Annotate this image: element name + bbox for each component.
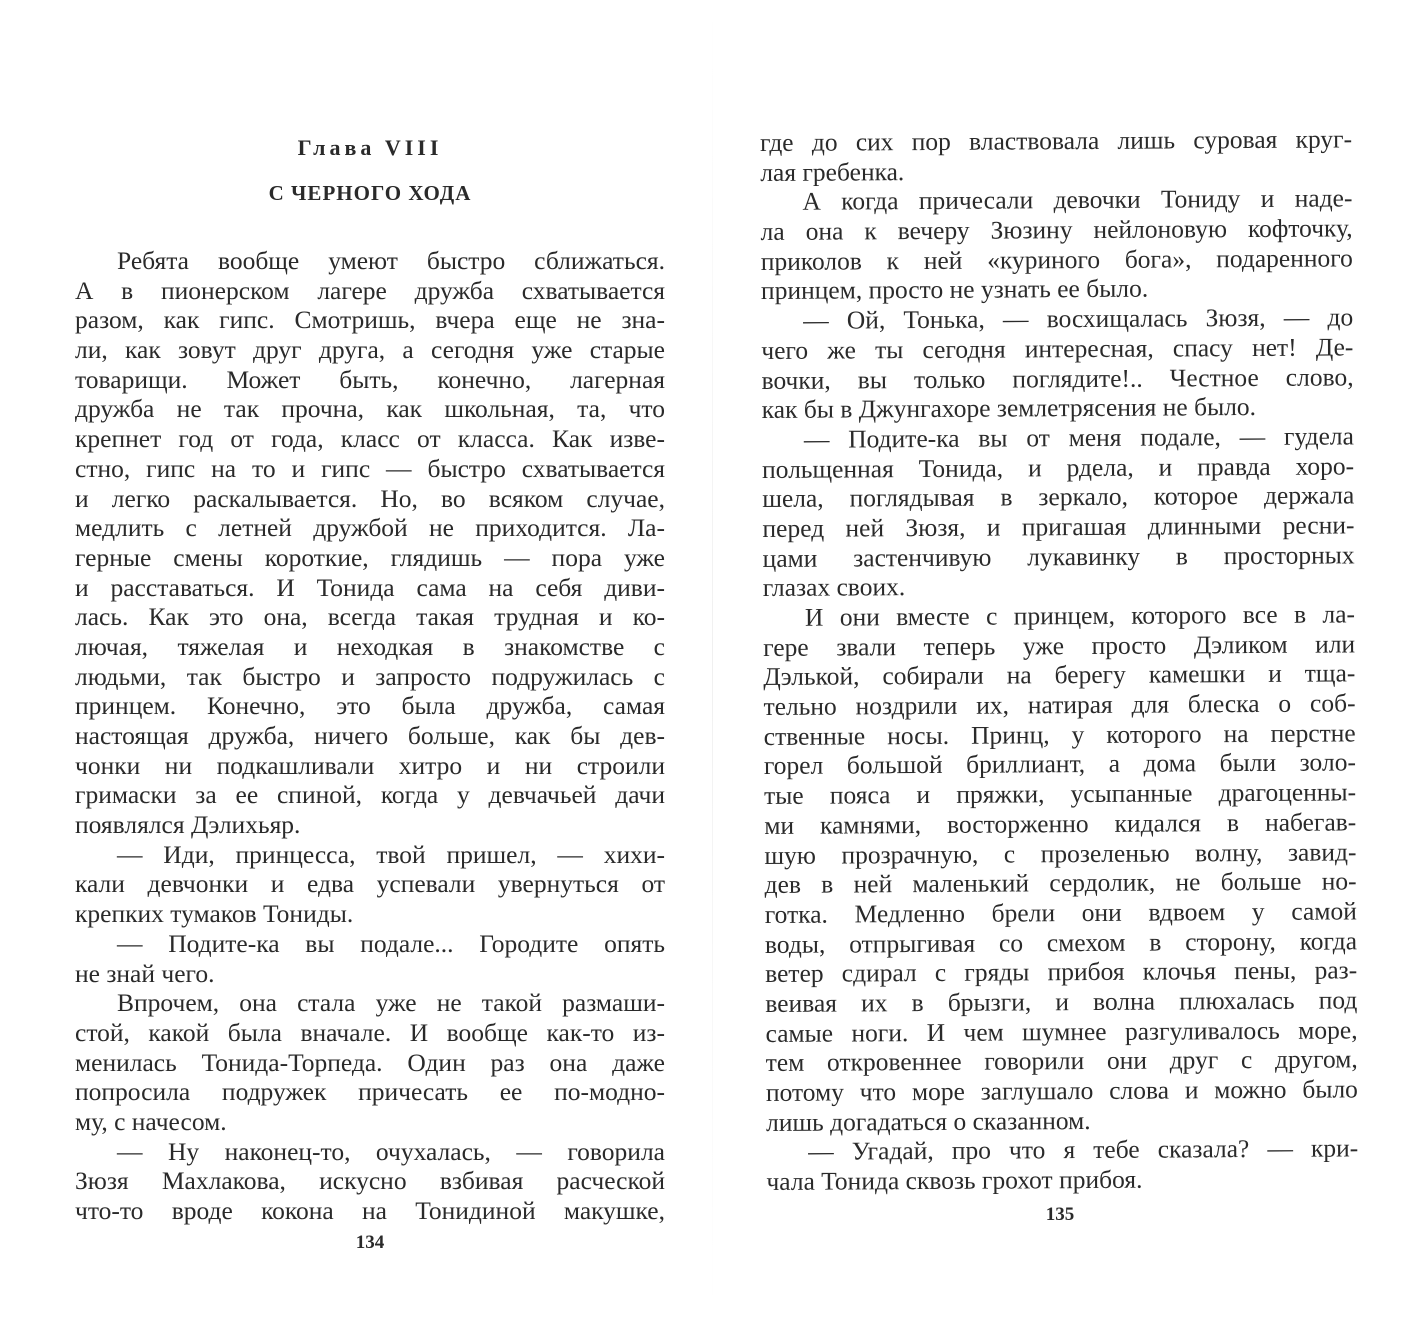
chapter-label: Глава VIII [297, 135, 443, 160]
text-line: лишь догадаться о сказанном. [765, 1105, 1091, 1137]
text-line: и легко раскалывается. Но, во всяком случае, [75, 483, 665, 513]
text-line: А когда причесали девочки Тониду и наде- [802, 183, 1353, 217]
text-line: крепнет год от года, класс от класса. Как изве- [75, 424, 665, 454]
text-line: горел большой бриллиант, а дома были золо- [763, 747, 1356, 781]
text-line: шела, поглядывая в зеркало, которое держала [762, 480, 1355, 514]
left-page [75, 128, 665, 1226]
text-line: кали девчонки и едва успевали увернуться от [75, 869, 665, 899]
text-line: — Ну наконец-то, очухалась, — говорила [117, 1136, 665, 1166]
text-line: где до сих пор властвовала лишь суровая круг- [760, 124, 1353, 157]
text-line: чего же ты сегодня интересная, спасу нет! Де- [761, 332, 1354, 365]
text-line: попросила подружек причесать ее по-модно- [75, 1077, 665, 1107]
text-line: чала Тонида сквозь грохот прибоя. [766, 1164, 1143, 1197]
text-line: тельно ноздрили их, натирая для блеска о соб- [763, 688, 1356, 722]
text-line: Дэлькой, собирали на берегу камешки и тща- [763, 658, 1356, 692]
text-line: стно, гипс на то и гипс — быстро схватывается [75, 453, 665, 483]
text-line: настоящая дружба, ничего больше, как бы дев- [75, 721, 665, 750]
text-line: гере звали теперь уже просто Дэликом или [763, 629, 1356, 662]
text-line: готка. Медленно брели они вдвоем у самой [764, 896, 1357, 929]
text-line: лючая, тяжелая и неходкая в знакомстве с [75, 631, 665, 661]
text-line: и расставаться. И Тонида сама на себя диви- [75, 572, 665, 602]
text-line: чонки ни подкашливали хитро и ни строили [75, 750, 665, 780]
text-line: Зюзя Махлакова, искусно взбивая расческой [75, 1166, 665, 1196]
text-line: самые ноги. И чем шумнее разгуливалось море, [765, 1014, 1358, 1048]
text-line: потому что море заглушало слова и можно было [765, 1074, 1358, 1107]
left-page-text [75, 246, 665, 1226]
text-line: веивая их в брызги, и волна плюхалась под [765, 985, 1358, 1018]
text-line: лая гребенка. [760, 156, 905, 187]
text-line: Впрочем, она стала уже не такой размаши- [117, 988, 665, 1018]
text-line: цами застенчивую лукавинку в просторных [762, 540, 1355, 573]
text-line: не знай чего. [75, 958, 215, 988]
text-line: принцем, просто не узнать ее было. [760, 274, 1149, 306]
text-line: воды, отпрыгивая со смехом в сторону, когда [764, 925, 1358, 959]
text-line: глазах своих. [762, 572, 906, 603]
text-line: — Иди, принцесса, твой пришел, — хихи- [117, 839, 665, 869]
text-line: лась. Как это она, всегда такая трудная и ко- [75, 602, 665, 632]
text-line: герные смены короткие, глядишь — пора уже [75, 542, 665, 572]
text-line: дружба не так прочна, как школьная, та, что [75, 394, 665, 424]
text-line: — Подите-ка вы от меня подале, — гудела [803, 421, 1354, 454]
text-line: тем откровеннее говорили они друг с другом, [765, 1044, 1358, 1078]
text-line: разом, как гипс. Смотришь, вчера еще не зна- [75, 305, 665, 335]
text-line: менилась Тонида-Торпеда. Один раз она даже [75, 1047, 665, 1077]
text-line: перед ней Зюзя, и пригашая длинными ресни- [762, 510, 1355, 543]
text-line: дев в ней маленький сердолик, не больше но- [764, 866, 1357, 900]
text-line: ли, как зовут друг друга, а сегодня уже старые [75, 335, 665, 365]
text-line: ственные носы. Принц, у которого на перстне [763, 718, 1356, 751]
right-page [760, 124, 1359, 1196]
page-number-right: 135 [1045, 1204, 1075, 1225]
text-line: ла она к вечеру Зюзину нейлоновую кофточку, [760, 213, 1353, 247]
text-line: му, с начесом. [75, 1106, 227, 1136]
text-line: А в пионерском лагере дружба схватывается [75, 275, 665, 305]
text-line: вочки, вы только поглядите!.. Честное слово, [761, 361, 1354, 395]
text-line: приколов к ней «куриного бога», подаренного [760, 243, 1353, 276]
text-line: медлить с летней дружбой не приходится. Ла- [75, 513, 665, 543]
chapter-title: С ЧЕРНОГО ХОДА [268, 181, 472, 205]
text-line: товарищи. Может быть, конечно, лагерная [75, 364, 665, 394]
text-line: крепких тумаков Тониды. [75, 899, 354, 929]
text-line: ветер сдирал с гряды прибоя клочья пены, раз- [765, 955, 1358, 989]
text-line: людьми, так быстро и запросто подружилась с [75, 661, 665, 691]
page-gutter [712, 0, 713, 1317]
text-line: принцем. Конечно, это была дружба, самая [75, 691, 665, 721]
text-line: И они вместе с принцем, которого все в ла- [804, 599, 1356, 632]
right-page-text [760, 124, 1359, 1196]
text-line: — Подите-ка вы подале... Городите опять [117, 928, 665, 958]
text-line: гримаски за ее спиной, когда у девчачьей дачи [75, 780, 665, 810]
text-line: — Угадай, про что я тебе сказала? — кри- [808, 1133, 1359, 1167]
text-line: Ребята вообще умеют быстро сближаться. [117, 246, 665, 275]
text-line: тые пояса и пряжки, усыпанные драгоценны- [763, 777, 1357, 811]
text-line: что-то вроде кокона на Тонидиной макушке, [75, 1196, 665, 1225]
text-line: как бы в Джунгахоре землетрясения не было. [761, 392, 1257, 425]
text-line: ми камнями, восторженно кидался в набегав- [764, 807, 1357, 840]
text-line: — Ой, Тонька, — восхищалась Зюзя, — до [803, 302, 1354, 335]
text-line: польщенная Тонида, и рдела, и правда хоро- [761, 450, 1355, 484]
text-line: стой, какой была вначале. И вообще как-то из- [75, 1017, 665, 1047]
text-line: шую прозрачную, с прозеленью волну, завид- [764, 836, 1357, 870]
page-number-left: 134 [355, 1232, 385, 1253]
text-line: появлялся Дэлихьяр. [75, 810, 301, 840]
